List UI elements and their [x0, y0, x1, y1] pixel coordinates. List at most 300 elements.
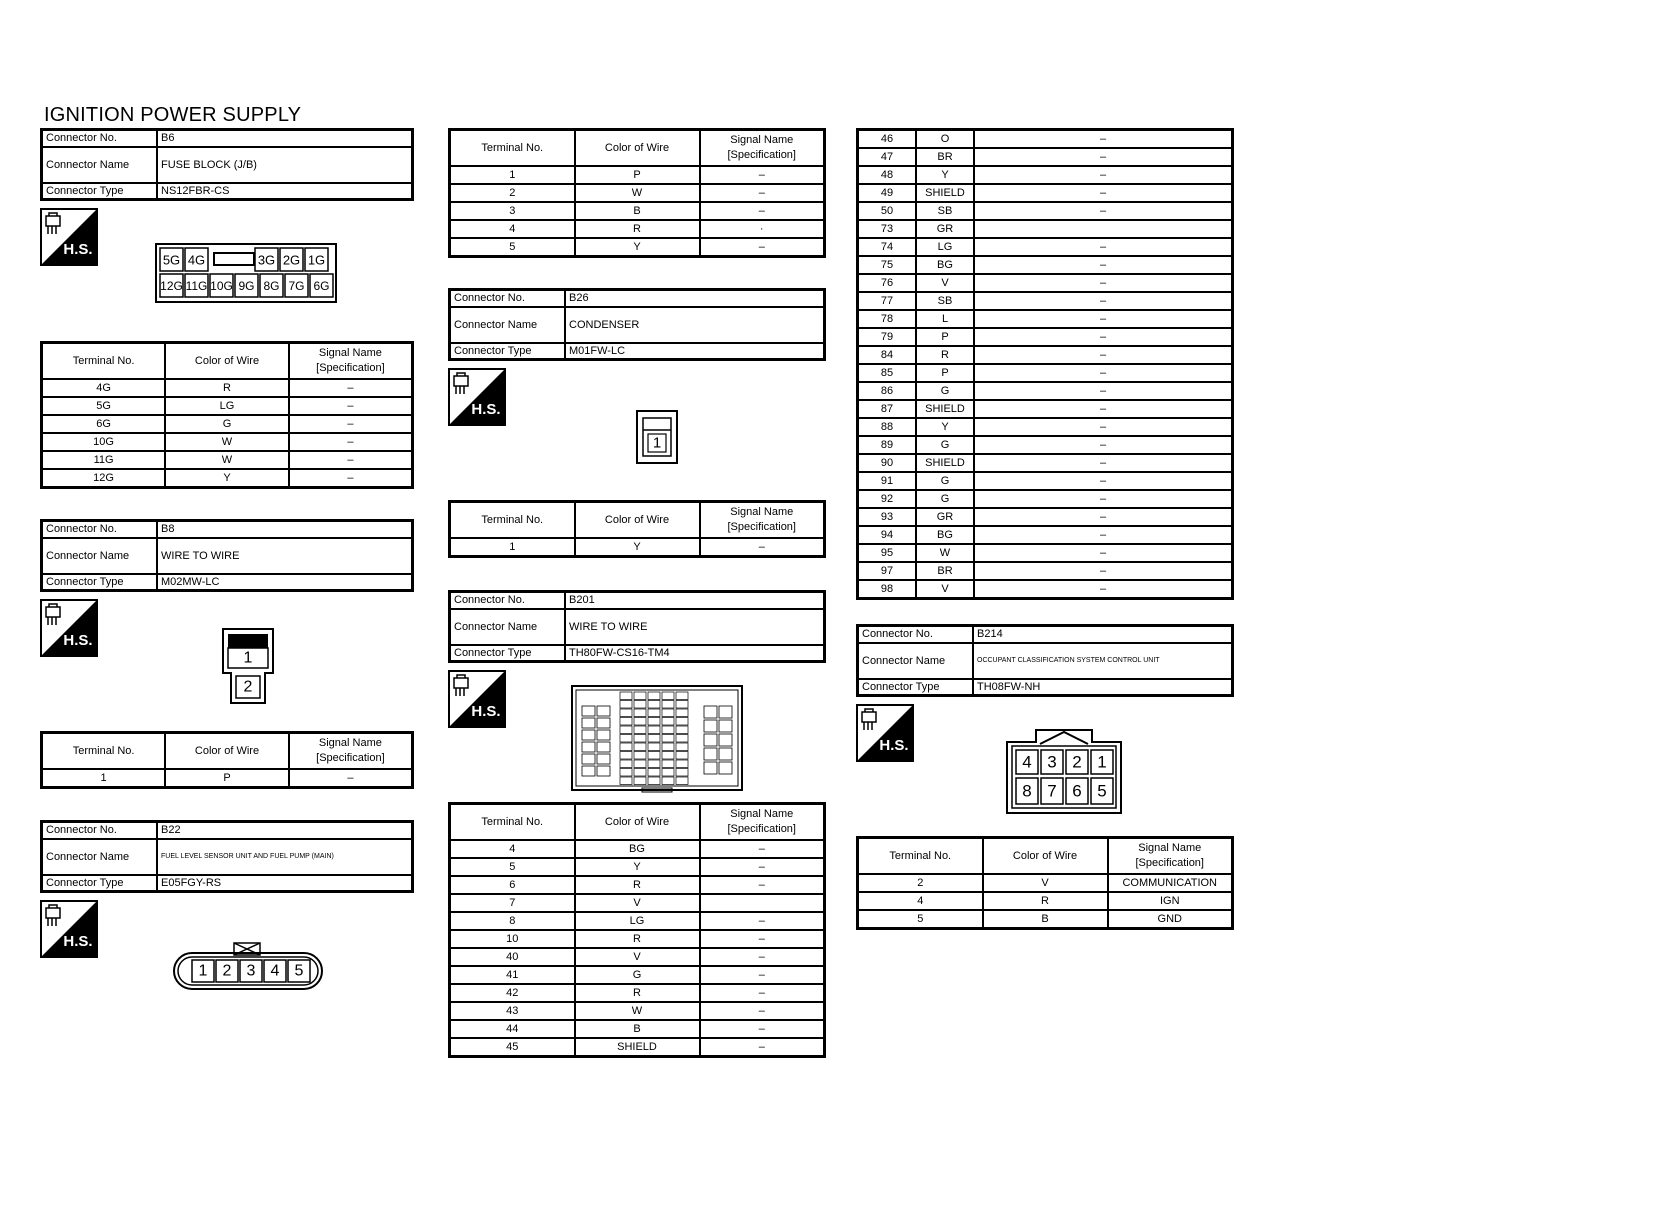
terminal-cell: 92: [858, 490, 917, 508]
pin-table-b201-continued: [856, 128, 1234, 600]
pin-cavity: [704, 748, 717, 760]
pin-number: 8: [1022, 781, 1032, 801]
connector-face-b22: [172, 939, 324, 991]
pin-cavity: [582, 706, 595, 716]
terminal-cell: 91: [858, 472, 917, 490]
pin-cavity: [634, 752, 646, 760]
wire-color-cell: O: [916, 130, 974, 149]
table-row: [858, 184, 1233, 202]
pin-cavity: [648, 701, 660, 709]
table-row: [858, 436, 1233, 454]
connector-no-value: B22: [157, 822, 413, 839]
connector-type-value: TH80FW-CS16-TM4: [565, 645, 825, 662]
pin-number: 4: [270, 962, 280, 980]
pin-cavity: [662, 752, 674, 760]
terminal-no-header: Terminal No.: [42, 343, 166, 380]
signal-cell: –: [974, 526, 1233, 544]
connector-no-label: Connector No.: [42, 130, 158, 147]
terminal-cell: 49: [858, 184, 917, 202]
signal-cell: –: [974, 328, 1233, 346]
connector-no-label: Connector No.: [450, 592, 566, 609]
terminal-cell: 79: [858, 328, 917, 346]
connector-info-b26: [448, 288, 826, 361]
pin-cavity: [597, 730, 610, 740]
signal-cell: GND: [1108, 910, 1233, 929]
terminal-cell: 89: [858, 436, 917, 454]
pin-number: 1: [198, 962, 208, 980]
pin-cavity: [634, 709, 646, 717]
signal-cell: –: [974, 346, 1233, 364]
pin-cavity: [634, 718, 646, 726]
signal-cell: –: [700, 858, 825, 876]
table-row: [450, 1038, 825, 1057]
table-row: 4 R ·: [450, 220, 825, 238]
terminal-cell: 1: [450, 538, 575, 557]
connector-name-label: Connector Name: [42, 147, 158, 183]
terminal-cell: 84: [858, 346, 917, 364]
signal-cell: –: [974, 400, 1233, 418]
table-row: [450, 894, 825, 912]
terminal-cell: 73: [858, 220, 917, 238]
pin-cavity: [620, 743, 632, 751]
terminal-cell: 87: [858, 400, 917, 418]
signal-cell: –: [700, 930, 825, 948]
connector-info-b22: [40, 820, 414, 893]
pin-cavity: [676, 752, 688, 760]
table-row: [858, 418, 1233, 436]
pin-number: 4: [1022, 752, 1032, 772]
pin-cavity: [634, 777, 646, 785]
table-row: [858, 526, 1233, 544]
signal-cell: –: [700, 912, 825, 930]
signal-name-header: Signal Name [Specification]: [289, 733, 413, 770]
pin-cavity: [719, 748, 732, 760]
pin-number: 1: [243, 649, 253, 667]
table-row: [450, 1020, 825, 1038]
pin-table-b201: [448, 802, 826, 1058]
terminal-cell: 4: [858, 892, 983, 910]
table-row: 3 B –: [450, 202, 825, 220]
signal-name-header: Signal Name [Specification]: [700, 130, 825, 167]
table-row: [858, 400, 1233, 418]
table-row: [858, 910, 1233, 929]
pin-number: 5: [1097, 781, 1107, 801]
connector-name-value: FUSE BLOCK (J/B): [157, 147, 413, 183]
connector-type-value: NS12FBR-CS: [157, 183, 413, 200]
signal-cell: COMMUNICATION: [1108, 874, 1233, 892]
pin-cavity: [582, 766, 595, 776]
wire-color-cell: V: [916, 274, 974, 292]
table-row: [42, 433, 413, 451]
connector-name-value: WIRE TO WIRE: [565, 609, 825, 645]
pin-number: 12G: [160, 279, 183, 293]
connector-name-value: WIRE TO WIRE: [157, 538, 413, 574]
terminal-cell: 10: [450, 930, 575, 948]
table-row: [858, 166, 1233, 184]
pin-cavity: [719, 762, 732, 774]
wire-color-cell: SHIELD: [916, 184, 974, 202]
table-row: [450, 858, 825, 876]
terminal-cell: 76: [858, 274, 917, 292]
terminal-cell: 10G: [42, 433, 166, 451]
harness-side-icon: [40, 900, 98, 958]
connector-no-label: Connector No.: [42, 521, 158, 538]
table-row: [42, 415, 413, 433]
table-row: [42, 769, 413, 788]
pin-cavity: [582, 730, 595, 740]
terminal-cell: 77: [858, 292, 917, 310]
pin-cavity: [676, 735, 688, 743]
signal-cell: –: [700, 538, 825, 557]
pin-cavity: [620, 760, 632, 768]
wire-color-cell: R: [165, 379, 289, 397]
housing: [572, 686, 742, 790]
pin-cavity: [676, 769, 688, 777]
connector-face-b26: [636, 410, 678, 464]
wire-color-cell: BR: [916, 562, 974, 580]
pin-cavity: [634, 701, 646, 709]
signal-cell: –: [974, 274, 1233, 292]
pin-cavity: [648, 777, 660, 785]
pin-cavity: [634, 743, 646, 751]
pin-cavity: [620, 701, 632, 709]
connector-type-label: Connector Type: [42, 183, 158, 200]
lock-tab: [228, 634, 268, 648]
pin-cavity: [620, 709, 632, 717]
pin-cavity: [662, 709, 674, 717]
terminal-no-header: Terminal No.: [42, 733, 166, 770]
signal-cell: –: [700, 1038, 825, 1057]
wire-color-cell: W: [165, 451, 289, 469]
wire-color-cell: W: [916, 544, 974, 562]
color-of-wire-header: Color of Wire: [165, 733, 289, 770]
signal-cell: –: [974, 544, 1233, 562]
connector-name-value: CONDENSER: [565, 307, 825, 343]
pin-number: 3: [246, 962, 256, 980]
pin-number: 1G: [307, 252, 326, 268]
pin-cavity: [704, 706, 717, 718]
table-row: [858, 490, 1233, 508]
signal-cell: –: [974, 364, 1233, 382]
pin-cavity: [620, 718, 632, 726]
terminal-cell: 41: [450, 966, 575, 984]
table-row: [42, 379, 413, 397]
table-row: [450, 876, 825, 894]
table-row: [858, 454, 1233, 472]
table-row: [858, 364, 1233, 382]
connector-no-value: B26: [565, 290, 825, 307]
terminal-cell: 6G: [42, 415, 166, 433]
pin-number: 9G: [238, 279, 255, 293]
pin-number: 7: [1047, 781, 1057, 801]
terminal-cell: 74: [858, 238, 917, 256]
signal-name-header: Signal Name [Specification]: [1108, 838, 1233, 875]
table-row: [858, 238, 1233, 256]
connector-no-value: B6: [157, 130, 413, 147]
wire-color-cell: R: [575, 984, 700, 1002]
pin-number: 4G: [187, 252, 206, 268]
connector-face-b214: [1006, 726, 1122, 814]
signal-cell: IGN: [1108, 892, 1233, 910]
pin-cavity: [620, 726, 632, 734]
terminal-cell: 8: [450, 912, 575, 930]
wire-color-cell: LG: [575, 912, 700, 930]
connector-name-value: FUEL LEVEL SENSOR UNIT AND FUEL PUMP (MAIN): [157, 839, 413, 875]
pin-cavity: [662, 769, 674, 777]
terminal-cell: 12G: [42, 469, 166, 488]
pin-table-b201-initial: [448, 128, 826, 258]
hs-label: H.S.: [63, 933, 93, 950]
pin-cavity: [582, 742, 595, 752]
hs-label: H.S.: [879, 737, 909, 754]
wire-color-cell: Y: [916, 166, 974, 184]
terminal-cell: 4G: [42, 379, 166, 397]
wire-color-cell: SHIELD: [916, 400, 974, 418]
terminal-cell: 75: [858, 256, 917, 274]
pin-cavity: [634, 760, 646, 768]
table-row: [858, 544, 1233, 562]
signal-cell: –: [974, 436, 1233, 454]
wire-color-cell: BG: [916, 526, 974, 544]
signal-cell: –: [289, 769, 413, 788]
wire-color-cell: LG: [165, 397, 289, 415]
wire-color-cell: R: [575, 876, 700, 894]
connector-type-value: M01FW-LC: [565, 343, 825, 360]
table-row: [450, 912, 825, 930]
signal-cell: –: [974, 418, 1233, 436]
pin-number: 10G: [210, 279, 233, 293]
terminal-cell: 4: [450, 840, 575, 858]
table-row: [450, 840, 825, 858]
table-row: [42, 397, 413, 415]
pin-table-b26: [448, 500, 826, 558]
terminal-cell: 48: [858, 166, 917, 184]
wire-color-cell: W: [575, 1002, 700, 1020]
wire-color-cell: R: [916, 346, 974, 364]
pin-number: 7G: [288, 279, 305, 293]
connector-no-label: Connector No.: [42, 822, 158, 839]
hs-label: H.S.: [471, 401, 501, 418]
signal-cell: –: [289, 451, 413, 469]
pin-cavity: [676, 760, 688, 768]
signal-cell: –: [700, 984, 825, 1002]
signal-cell: –: [289, 433, 413, 451]
connector-type-value: E05FGY-RS: [157, 875, 413, 892]
terminal-cell: 46: [858, 130, 917, 149]
pin-cavity: [648, 769, 660, 777]
pin-cavity: [719, 720, 732, 732]
signal-cell: –: [974, 130, 1233, 149]
terminal-cell: 6: [450, 876, 575, 894]
signal-cell: –: [700, 876, 825, 894]
table-row: [858, 292, 1233, 310]
pin-cavity: [662, 760, 674, 768]
pin-number: 5: [294, 962, 304, 980]
terminal-cell: 45: [450, 1038, 575, 1057]
wire-color-cell: Y: [165, 469, 289, 488]
wire-color-cell: Y: [575, 538, 700, 557]
signal-cell: –: [974, 202, 1233, 220]
harness-side-icon: [448, 368, 506, 426]
table-row: [42, 451, 413, 469]
pin-cavity: [648, 752, 660, 760]
connector-type-label: Connector Type: [858, 679, 974, 696]
pin-cavity: [648, 726, 660, 734]
pin-cavity: [662, 777, 674, 785]
terminal-no-header: Terminal No.: [858, 838, 983, 875]
wire-color-cell: GR: [916, 508, 974, 526]
wire-color-cell: W: [165, 433, 289, 451]
pin-cavity: [662, 735, 674, 743]
table-row: [450, 966, 825, 984]
pin-cavity: [719, 706, 732, 718]
wire-color-cell: G: [165, 415, 289, 433]
signal-cell: –: [700, 1020, 825, 1038]
signal-name-header: Signal Name [Specification]: [700, 502, 825, 539]
pin-cavity: [582, 754, 595, 764]
color-of-wire-header: Color of Wire: [983, 838, 1108, 875]
pin-cavity: [662, 718, 674, 726]
connector-type-label: Connector Type: [450, 343, 566, 360]
pin-cavity: [676, 718, 688, 726]
terminal-no-header: Terminal No.: [450, 502, 575, 539]
terminal-cell: 94: [858, 526, 917, 544]
pin-number: 2: [222, 962, 232, 980]
terminal-no-header: Terminal No.: [450, 130, 575, 167]
color-of-wire-header: Color of Wire: [575, 130, 700, 167]
signal-cell: –: [289, 379, 413, 397]
connector-info-b8: [40, 519, 414, 592]
table-row: [858, 202, 1233, 220]
pin-number: 8G: [263, 279, 280, 293]
pin-number: 2: [243, 678, 253, 696]
pin-cavity: [620, 752, 632, 760]
connector-type-label: Connector Type: [42, 574, 158, 591]
pin-cavity: [582, 718, 595, 728]
terminal-cell: 5: [450, 858, 575, 876]
table-row: [858, 148, 1233, 166]
table-row: 1 P –: [450, 166, 825, 184]
connector-no-value: B214: [973, 626, 1233, 643]
pin-number: 3G: [257, 252, 276, 268]
connector-name-label: Connector Name: [450, 307, 566, 343]
signal-cell: –: [974, 562, 1233, 580]
key: [1040, 732, 1088, 744]
pin-cavity: [648, 692, 660, 700]
wire-color-cell: GR: [916, 220, 974, 238]
signal-cell: [700, 894, 825, 912]
wire-color-cell: SB: [916, 202, 974, 220]
wire-color-cell: P: [916, 364, 974, 382]
signal-cell: –: [974, 166, 1233, 184]
wire-color-cell: BR: [916, 148, 974, 166]
pin-cavity: [648, 718, 660, 726]
connector-name-label: Connector Name: [450, 609, 566, 645]
harness-side-icon: [856, 704, 914, 762]
connector-no-value: B201: [565, 592, 825, 609]
table-row: [858, 220, 1233, 238]
pin-cavity: [662, 701, 674, 709]
pin-cavity: [704, 762, 717, 774]
wire-color-cell: LG: [916, 238, 974, 256]
pin-cavity: [676, 777, 688, 785]
pin-cavity: [597, 754, 610, 764]
signal-cell: –: [974, 508, 1233, 526]
table-row: 2 W –: [450, 184, 825, 202]
harness-side-icon: [40, 599, 98, 657]
connector-type-label: Connector Type: [450, 645, 566, 662]
pin-number: 1: [652, 434, 662, 452]
connector-name-label: Connector Name: [858, 643, 974, 679]
signal-name-header: Signal Name [Specification]: [289, 343, 413, 380]
pin-cavity: [704, 720, 717, 732]
signal-cell: –: [289, 397, 413, 415]
terminal-cell: 1: [42, 769, 166, 788]
terminal-cell: 86: [858, 382, 917, 400]
wire-color-cell: V: [916, 580, 974, 599]
pin-cavity: [648, 743, 660, 751]
signal-cell: –: [974, 580, 1233, 599]
table-row: [450, 1002, 825, 1020]
pin-cavity: [662, 692, 674, 700]
signal-cell: –: [974, 148, 1233, 166]
wire-color-cell: B: [575, 1020, 700, 1038]
signal-cell: –: [974, 292, 1233, 310]
color-of-wire-header: Color of Wire: [165, 343, 289, 380]
table-row: [858, 874, 1233, 892]
terminal-cell: 11G: [42, 451, 166, 469]
pin-cavity: [597, 706, 610, 716]
connector-info-b201: [448, 590, 826, 663]
terminal-cell: 97: [858, 562, 917, 580]
table-row: [858, 892, 1233, 910]
connector-type-label: Connector Type: [42, 875, 158, 892]
table-row: [450, 930, 825, 948]
wire-color-cell: B: [983, 910, 1108, 929]
connector-face-b6: [155, 243, 337, 303]
signal-cell: –: [289, 415, 413, 433]
wire-color-cell: V: [575, 948, 700, 966]
harness-side-icon: [448, 670, 506, 728]
table-row: [858, 508, 1233, 526]
connector-no-value: B8: [157, 521, 413, 538]
pin-cavity: [634, 769, 646, 777]
wire-color-cell: G: [916, 382, 974, 400]
signal-cell: [974, 220, 1233, 238]
housing-inner: [576, 690, 738, 786]
terminal-cell: 90: [858, 454, 917, 472]
signal-cell: –: [974, 472, 1233, 490]
pin-number: 2G: [282, 252, 301, 268]
connector-type-value: M02MW-LC: [157, 574, 413, 591]
table-row: 5 Y –: [450, 238, 825, 257]
pin-number: 6: [1072, 781, 1082, 801]
table-row: [858, 310, 1233, 328]
pin-cavity: [719, 734, 732, 746]
terminal-cell: 5G: [42, 397, 166, 415]
table-row: [858, 382, 1233, 400]
table-row: [858, 130, 1233, 149]
pin-cavity: [648, 760, 660, 768]
terminal-cell: 44: [450, 1020, 575, 1038]
terminal-cell: 93: [858, 508, 917, 526]
signal-cell: –: [700, 948, 825, 966]
connector-no-label: Connector No.: [450, 290, 566, 307]
connector-name-label: Connector Name: [42, 538, 158, 574]
pin-cavity: [662, 743, 674, 751]
table-row: [858, 328, 1233, 346]
hs-label: H.S.: [471, 703, 501, 720]
